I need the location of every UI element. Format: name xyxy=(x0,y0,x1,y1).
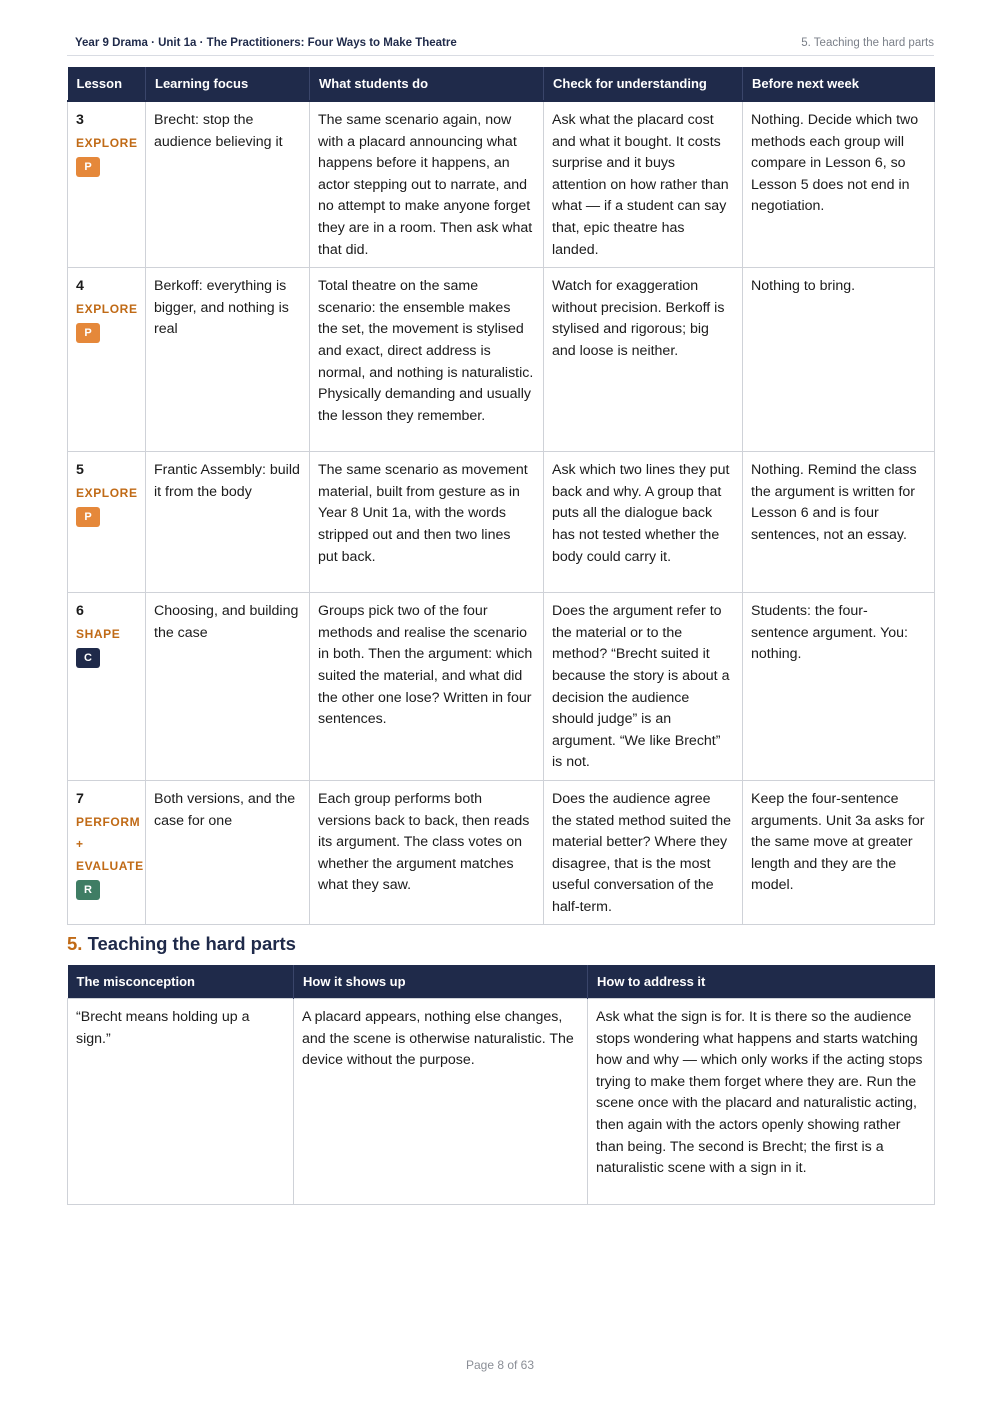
lesson-cell xyxy=(68,452,146,593)
misconceptions-table xyxy=(67,965,935,1205)
section-reference: 5. Teaching the hard parts xyxy=(801,37,934,49)
before-next-week-cell: Nothing. Remind the class the argument is written for Lesson 6 and is four sentences, not an essay. xyxy=(743,452,935,593)
column-header: How it shows up xyxy=(294,965,588,999)
address-cell: Ask what the sign is for. It is there so the audience stops wondering what happens and starts watching how and why — which only works if the acting stops trying to make them forget where they are. Run the scene once with the placard and naturalistic acting, then again with the actors openly showing rather than being. The second is Brecht; the first is a naturalistic scene with a sign in it. xyxy=(588,999,935,1205)
stage-label-continued: + EVALUATE xyxy=(76,836,144,873)
column-header: Learning focus xyxy=(146,67,310,101)
lesson-number: 5 xyxy=(76,462,84,479)
column-header: What students do xyxy=(310,67,544,101)
lesson-cell xyxy=(68,268,146,452)
stage-label: SHAPE xyxy=(76,626,121,641)
stage-label: EXPLORE xyxy=(76,485,138,500)
section-number: 5. xyxy=(67,933,83,954)
lesson-number: 3 xyxy=(76,112,84,128)
table-row xyxy=(68,780,935,925)
column-header: Check for understanding xyxy=(544,67,743,101)
lesson-plan-table xyxy=(67,67,935,925)
lesson-cell xyxy=(68,101,146,268)
lesson-number: 4 xyxy=(76,278,84,295)
table-row xyxy=(68,593,935,781)
students-do-cell: The same scenario again, now with a placard announcing what happens before it happens, an actor stepping out to narrate, and no attempt to make anyone forget they are in a room. Then ask what that did. xyxy=(310,101,544,268)
phase-badge: P xyxy=(76,323,100,343)
running-header xyxy=(67,37,934,56)
learning-focus-cell: Choosing, and building the case xyxy=(146,593,310,781)
table-row xyxy=(68,999,935,1205)
before-next-week-cell: Keep the four-sentence arguments. Unit 3a asks for the same move at greater length and they are the model. xyxy=(743,780,935,925)
document-title: Year 9 Drama · Unit 1a · The Practitioners: Four Ways to Make Theatre xyxy=(75,37,457,49)
lesson-cell xyxy=(68,780,146,925)
stage-label: EXPLORE xyxy=(76,135,138,150)
section-heading xyxy=(67,933,296,955)
students-do-cell: Each group performs both versions back to back, then reads its argument. The class votes on whether the argument matches what they saw. xyxy=(310,780,544,925)
stage-label: PERFORM xyxy=(76,814,141,829)
column-header: Before next week xyxy=(743,67,935,101)
phase-badge: P xyxy=(76,157,100,177)
lesson-number: 6 xyxy=(76,603,84,620)
learning-focus-cell: Frantic Assembly: build it from the body xyxy=(146,452,310,593)
column-header: The misconception xyxy=(68,965,294,999)
check-understanding-cell: Does the argument refer to the material or to the method? “Brecht suited it because the story is about a decision the audience should judge” is an argument. “We like Brecht” is not. xyxy=(544,593,743,781)
check-understanding-cell: Ask what the placard cost and what it bought. It costs surprise and it buys attention on how rather than what — if a student can say that, epic theatre has landed. xyxy=(544,101,743,268)
table-header-row xyxy=(68,965,935,999)
learning-focus-cell: Brecht: stop the audience believing it xyxy=(146,101,310,268)
students-do-cell: The same scenario as movement material, built from gesture as in Year 8 Unit 1a, with the words stripped out and then two lines put back. xyxy=(310,452,544,593)
table-header-row xyxy=(68,67,935,101)
check-understanding-cell: Watch for exaggeration without precision. Berkoff is stylised and rigorous; big and loose is neither. xyxy=(544,268,743,452)
phase-badge: P xyxy=(76,507,100,527)
lesson-number: 7 xyxy=(76,790,84,807)
before-next-week-cell: Students: the four-sentence argument. You: nothing. xyxy=(743,593,935,781)
table-row xyxy=(68,452,935,593)
phase-badge: C xyxy=(76,648,100,668)
lesson-cell xyxy=(68,593,146,781)
before-next-week-cell: Nothing. Decide which two methods each group will compare in Lesson 6, so Lesson 5 does not end in negotiation. xyxy=(743,101,935,268)
table-row xyxy=(68,268,935,452)
students-do-cell: Total theatre on the same scenario: the ensemble makes the set, the movement is stylised and exact, direct address is normal, and nothing is naturalistic. Physically demanding and usually the lesson they remember. xyxy=(310,268,544,452)
check-understanding-cell: Ask which two lines they put back and why. A group that puts all the dialogue back has not tested whether the body could carry it. xyxy=(544,452,743,593)
page-number: Page 8 of 63 xyxy=(465,1358,535,1372)
learning-focus-cell: Both versions, and the case for one xyxy=(146,780,310,925)
section-title: Teaching the hard parts xyxy=(87,933,296,954)
table-row xyxy=(68,101,935,268)
shows-up-cell: A placard appears, nothing else changes, and the scene is otherwise naturalistic. The device without the purpose. xyxy=(294,999,588,1205)
column-header: How to address it xyxy=(588,965,935,999)
column-header: Lesson xyxy=(68,67,146,101)
misconception-cell: “Brecht means holding up a sign.” xyxy=(68,999,294,1205)
before-next-week-cell: Nothing to bring. xyxy=(743,268,935,452)
students-do-cell: Groups pick two of the four methods and realise the scenario in both. Then the argument: which suited the material, and what did the other one lose? Written in four sentences. xyxy=(310,593,544,781)
phase-badge: R xyxy=(76,880,100,900)
learning-focus-cell: Berkoff: everything is bigger, and nothing is real xyxy=(146,268,310,452)
check-understanding-cell: Does the audience agree the stated method suited the material better? Where they disagree, that is the most useful conversation of the half-term. xyxy=(544,780,743,925)
stage-label: EXPLORE xyxy=(76,301,138,316)
